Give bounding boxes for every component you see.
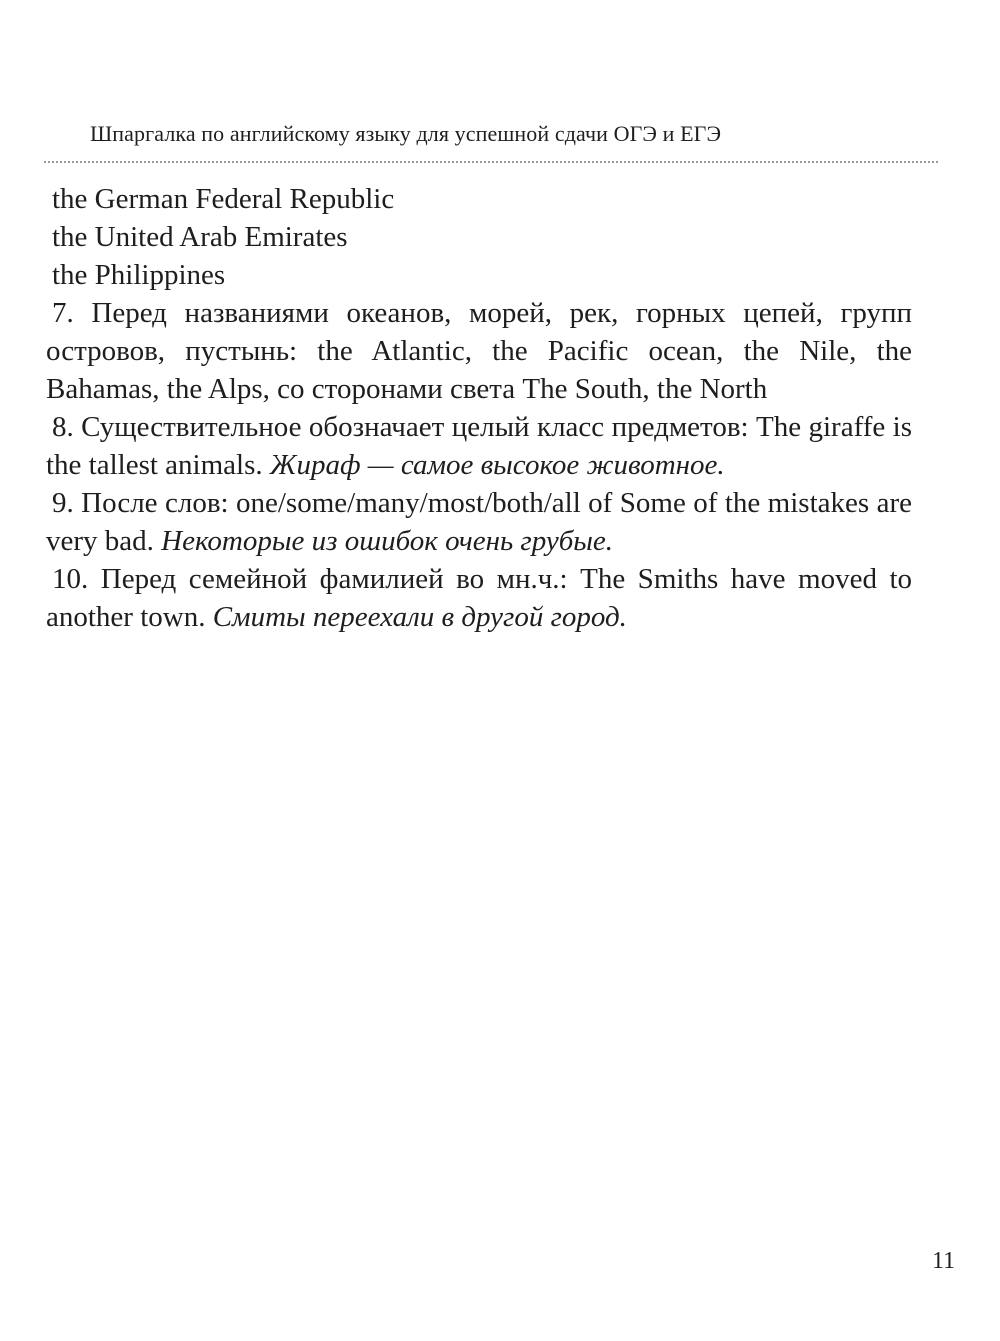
- example-line: the German Federal Republic: [52, 183, 395, 215]
- rule-text: 10. Перед семейной фамилией во мн.ч.: The Smiths have moved to another town.: [46, 563, 912, 633]
- rule-translation: Некоторые из ошибок очень грубые.: [161, 525, 614, 557]
- page-number: 11: [932, 1248, 956, 1274]
- rule-item-8: [46, 408, 912, 484]
- rule-item-10: [46, 560, 912, 636]
- rule-text: 8. Существительное обозначает целый класс предметов: The giraffe is the tallest animals.: [46, 411, 912, 481]
- rule-item-9: [46, 484, 912, 560]
- rule-item-7: [46, 294, 912, 408]
- example-line: the United Arab Emirates: [52, 221, 348, 253]
- header-divider: [44, 161, 938, 163]
- rule-translation: Смиты переехали в другой город.: [212, 601, 627, 633]
- page-content: [46, 180, 912, 636]
- example-line: the Philippines: [52, 259, 226, 291]
- rule-text: 9. После слов: one/some/many/most/both/all of Some of the mistakes are very bad.: [46, 487, 912, 557]
- rule-text: 7. Перед названиями океанов, морей, рек, горных цепей, групп островов, пустынь: the Atlantic, the Pacific ocean, the Nile, the Bahamas, the Alps, со сторонами света The South, the North: [46, 297, 912, 405]
- running-header: Шпаргалка по английскому языку для успешной сдачи ОГЭ и ЕГЭ: [90, 121, 722, 146]
- rule-translation: Жираф — самое высокое животное.: [269, 449, 725, 481]
